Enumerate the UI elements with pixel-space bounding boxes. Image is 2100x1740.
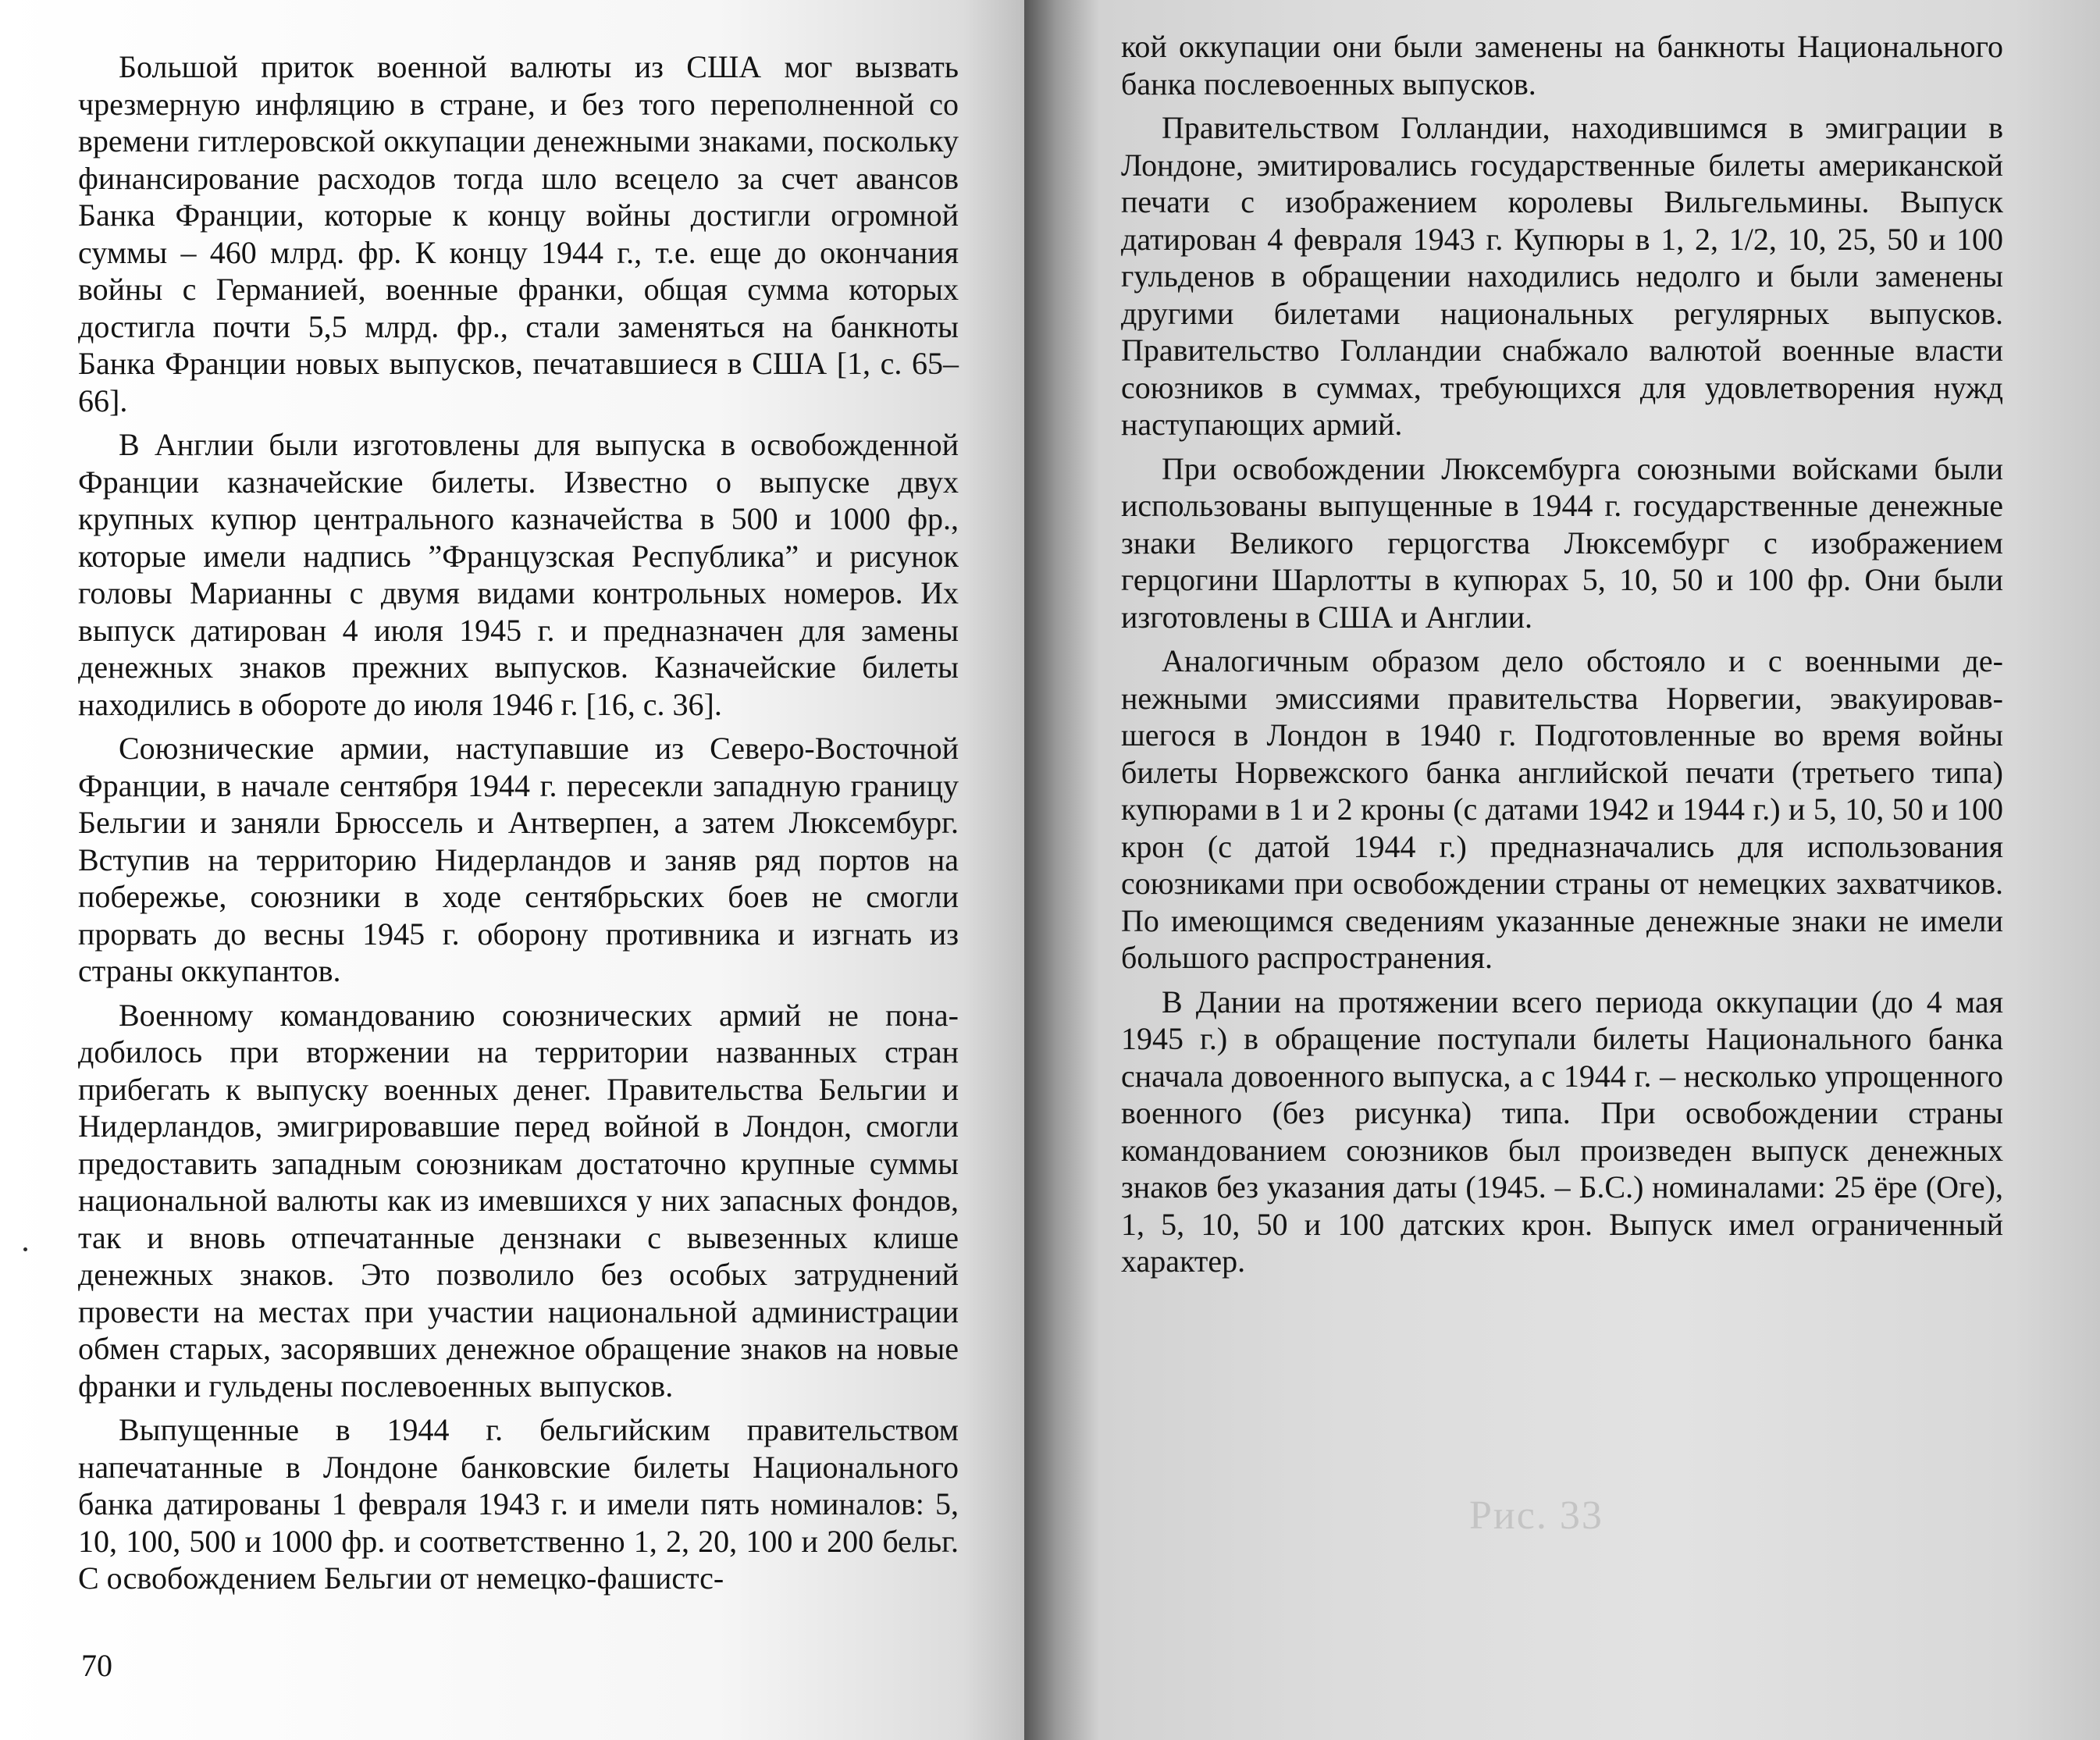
paragraph: Выпущенные в 1944 г. бельгийским правительством напечатанные в Лондоне банковские билеты Национального банка датированы 1 февраля 1943 г. и имели пять номиналов: 5, 10, 100, 500 и 1000 фр. и соответственно 1, 2, 20, 100 и 200 бельг. С освобождением Бельгии от немецко-фашистс- — [78, 1412, 959, 1596]
right-text-column — [1121, 28, 2003, 1287]
paragraph: В Англии были изготовлены для выпуска в освобожденной Франции казначейские билеты. Известно о выпуске двух крупных купюр центрального казначейства в 500 и 1000 фр., которые имели надпись ”Французская Республика” и рисунок головы Марианны с двумя видами контрольных номеров. Их выпуск датирован 4 июля 1945 г. и предназначен для замены денежных знаков прежних выпусков. Казначейские билеты находились в обороте до июля 1946 г. [16, с. 36]. — [78, 427, 959, 722]
paragraph: Аналогичным образом дело обстояло и с военными денежными эмиссиями правительства Норвегии, эвакуировавшегося в Лондон в 1940 г. Подготовленные во время войны билеты Норвежского банка английской печати (третьего типа) купюрами в 1 и 2 кроны (с датами 1942 и 1944 г.) и 5, 10, 50 и 100 крон (с датой 1944 г.) предназначались для использования союзниками при освобождении страны от немецких захватчиков. По имеющимся сведениям указанные денежные знаки не имели большого распространения. — [1121, 643, 2003, 975]
paragraph: Правительством Голландии, находившимся в эмиграции в Лондоне, эмитировались государственные билеты американской печати с изображением королевы Вильгельмины. Выпуск датирован 4 февраля 1943 г. Купюры в 1, 2, 1/2, 10, 25, 50 и 100 гульденов в обращении находились недолго и были заменены другими билетами национальных регулярных выпусков. Правительство Голландии снабжало валютой военные власти союзников в суммах, требующихся для удовлетворения нужд наступающих армий. — [1121, 110, 2003, 442]
left-page — [0, 0, 1024, 1740]
right-page — [1024, 0, 2100, 1740]
paragraph: Военному командованию союзнических армий не понадобилось при вторжении на территории названных стран прибегать к выпуску военных денег. Правительства Бельгии и Нидерландов, эмигрировавшие перед войной в Лондон, смогли предоставить западным союзникам достаточно крупные суммы национальной валюты как из имевшихся у них запасных фондов, так и вновь отпечатанные дензнаки с вывезенных клише денежных знаков. Это позволило без особых затруднений провести на местах при участии национальной администрации обмен старых, засорявших денежное обращение знаков на новые франки и гульдены послевоенных выпусков. — [78, 997, 959, 1404]
paragraph-continuation: кой оккупации они были заменены на банкноты Национального банка послевоенных выпусков. — [1121, 29, 2003, 101]
paragraph: При освобождении Люксембурга союзными войсками были использованы выпущенные в 1944 г. государственные денежные знаки Великого герцогства Люксембург с изображением герцогини Шарлотты в купюрах 5, 10, 50 и 100 фр. Они были изготовлены в США и Англии. — [1121, 450, 2003, 635]
paragraph: Союзнические армии, наступавшие из Северо-Восточной Франции, в начале сентября 1944 г. пересекли западную границу Бельгии и заняли Брюссель и Антверпен, а затем Люксембург. Вступив на территорию Нидерландов и заняв ряд портов на побережье, союзники в ходе сентябрьских боев не смогли прорвать до весны 1945 г. оборону противника и изгнать из страны оккупантов. — [78, 731, 959, 988]
page-number: 70 — [81, 1648, 112, 1683]
scan-speck — [23, 1247, 27, 1251]
paragraph: Большой приток военной валюты из США мог вызвать чрезмерную инфляцию в стране, и без того переполненной со времени гитлеровской оккупации денежными знаками, поскольку финансирование расходов тогда шло всецело за счет авансов Банка Франции, которые к концу войны достигли огромной суммы – 460 млрд. фр. К концу 1944 г., т.е. еще до окончания войны с Германией, военные франки, общая сумма которых достигла почти 5,5 млрд. фр., стали заменяться на банкноты Банка Франции новых выпусков, печатавшиеся в США [1, с. 65–66]. — [78, 49, 959, 418]
paragraph: В Дании на протяжении всего периода оккупации (до 4 мая 1945 г.) в обращение поступали билеты Национального банка сначала довоенного выпуска, а с 1944 г. – несколько упрощенного военного (без рисунка) типа. При освобождении страны командованием союзников был произведен выпуск денежных знаков без указания даты (1945. – Б.С.) номиналами: 25 ёре (Оге), 1, 5, 10, 50 и 100 датских крон. Выпуск имел ограниченный характер. — [1121, 984, 2003, 1279]
left-text-column — [78, 48, 959, 1604]
bleed-through-caption: Рис. 33 — [1469, 1493, 1603, 1538]
